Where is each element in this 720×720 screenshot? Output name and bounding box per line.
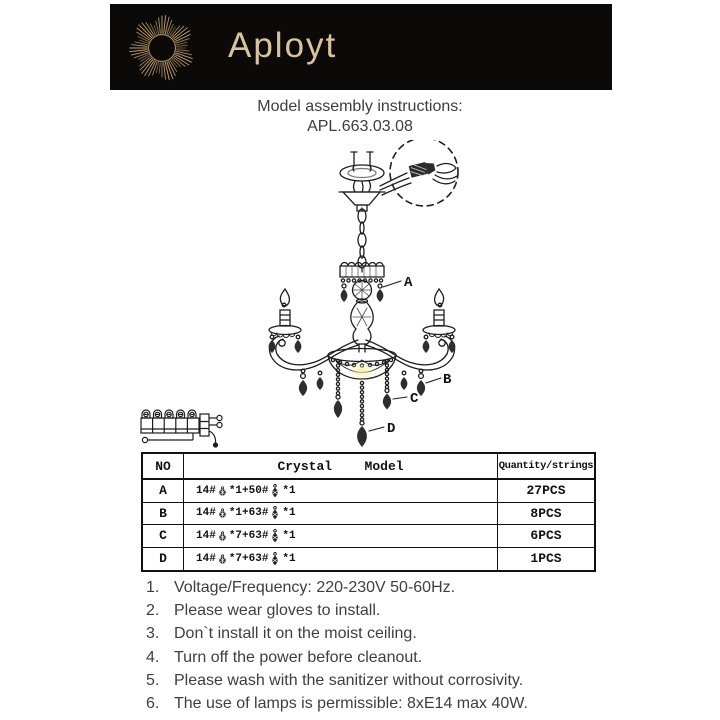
label-c: C: [410, 391, 419, 407]
banner-decor: [110, 4, 612, 90]
bead-crystal-icon: [218, 554, 227, 564]
mount-bolts: [351, 152, 373, 166]
list-item: [146, 599, 616, 622]
row-no: A: [143, 480, 184, 502]
row-model: [184, 480, 498, 502]
item-number: 4.: [146, 648, 160, 666]
instructions-list: [146, 576, 616, 715]
row-no: B: [143, 503, 184, 525]
row-no: D: [143, 548, 184, 571]
model-text: *1: [282, 484, 296, 497]
item-number: 5.: [146, 671, 160, 689]
item-text: Turn off the power before cleanout.: [174, 648, 423, 666]
col-header-model: Crystal Model: [184, 454, 498, 478]
row-quantity: 6PCS: [530, 528, 562, 544]
terminal-block-icon: [136, 401, 224, 451]
teardrop-crystal-icon: [270, 552, 280, 566]
label-d: D: [387, 421, 396, 437]
list-item: [146, 646, 616, 669]
teardrop-crystal-icon: [270, 506, 280, 520]
item-text: Don`t install it on the moist ceiling.: [174, 625, 417, 643]
model-number: APL.663.03.08: [307, 118, 413, 135]
item-text: Please wash with the sanitizer without corrosivity.: [174, 671, 524, 689]
list-item: [146, 576, 616, 599]
brand-banner: [110, 4, 612, 90]
row-quantity: 27PCS: [526, 483, 566, 499]
crystal-parts-table: [141, 452, 596, 572]
model-text: 14#: [196, 552, 216, 565]
bulb-glow: [347, 362, 377, 380]
item-number: 3.: [146, 625, 160, 643]
item-text: Voltage/Frequency: 220-230V 50-60Hz.: [174, 579, 456, 596]
list-item: [146, 669, 616, 692]
list-item: [146, 692, 616, 715]
table-row: [143, 480, 594, 503]
model-text: *1: [282, 552, 296, 565]
model-text: *1+50#: [228, 484, 269, 497]
label-a: A: [404, 275, 413, 291]
item-number: 6.: [146, 695, 160, 713]
row-model: [184, 548, 498, 571]
col-header-no: NO: [143, 454, 184, 478]
sunburst-logo-icon: [129, 15, 192, 80]
canopy: [343, 192, 380, 205]
model-text: *1: [282, 507, 296, 520]
model-text: 14#: [196, 507, 216, 520]
item-text: The use of lamps is permissible: 8xE14 max 40W.: [174, 695, 528, 713]
table-row: [143, 525, 594, 548]
wiring-hand-detail-icon: [390, 140, 458, 206]
model-text: *7+63#: [228, 552, 269, 565]
model-text: 14#: [196, 484, 216, 497]
brand-name: Aployt: [228, 26, 338, 66]
row-quantity: 8PCS: [530, 505, 562, 521]
arm-with-candle: [269, 289, 358, 396]
page-title: Model assembly instructions:: [257, 98, 463, 115]
ceiling-plate: [340, 165, 384, 181]
item-number: 1.: [146, 579, 160, 596]
model-text: *7+63#: [228, 529, 269, 542]
bead-crystal-icon: [218, 508, 227, 518]
row-model: [184, 525, 498, 547]
bead-crystal-icon: [218, 531, 227, 541]
table-row: [143, 548, 594, 571]
item-text: Please wear gloves to install.: [174, 602, 381, 620]
model-text: *1: [282, 529, 296, 542]
list-item: [146, 622, 616, 645]
title-block: [0, 97, 720, 137]
chandelier-diagram: [230, 140, 480, 450]
wires: [354, 181, 371, 192]
table-header-row: [143, 454, 594, 480]
baluster: [351, 299, 374, 352]
teardrop-crystal-icon: [270, 529, 280, 543]
label-b: B: [443, 372, 452, 388]
item-number: 2.: [146, 602, 160, 620]
row-quantity: 1PCS: [530, 551, 562, 567]
table-row: [143, 503, 594, 526]
col-header-quantity: Quantity/strings: [498, 460, 594, 472]
model-text: *1+63#: [228, 507, 269, 520]
teardrop-crystal-icon: [270, 484, 280, 498]
row-model: [184, 503, 498, 525]
row-no: C: [143, 525, 184, 547]
model-text: 14#: [196, 529, 216, 542]
bead-crystal-icon: [218, 486, 227, 496]
